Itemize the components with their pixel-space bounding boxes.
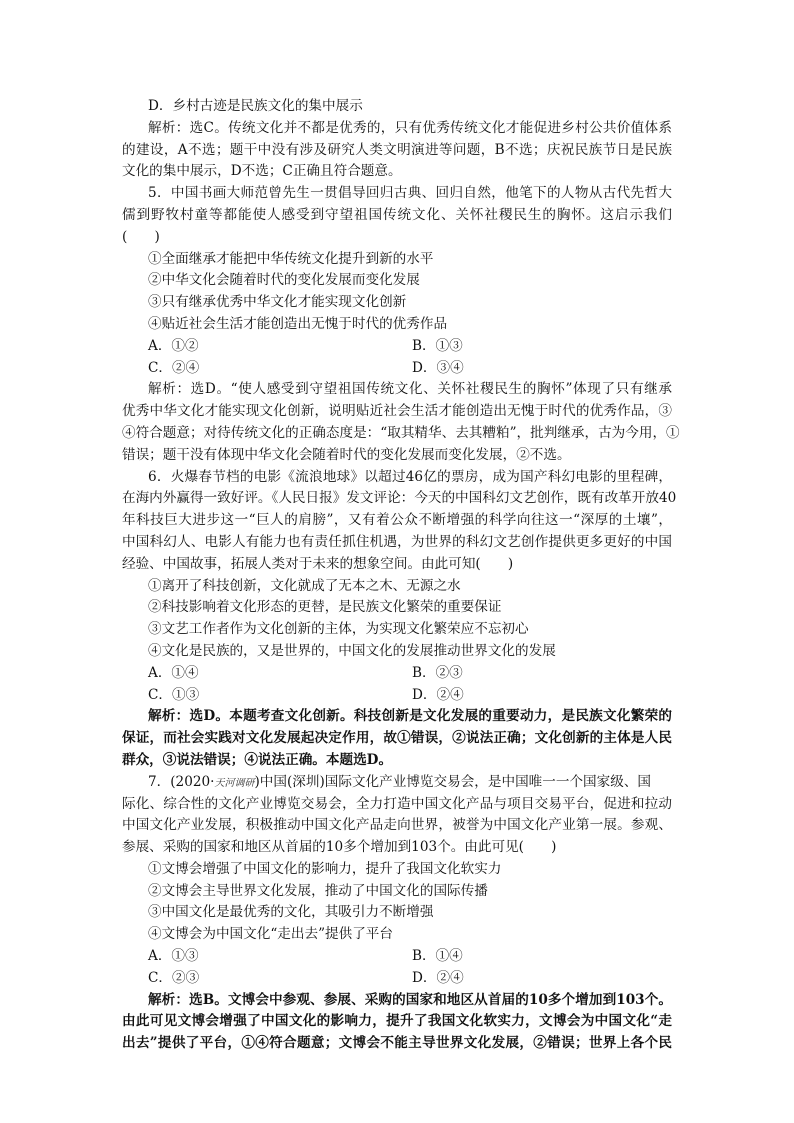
explanation-line: ④符合题意；对待传统文化的正确态度是：“取其精华、去其糟粕”，批判继承，古为今用，① <box>122 424 680 441</box>
question-6-stem: 在海内外赢得一致好评。《人民日报》发文评论：今天的中国科幻文艺创作，既有改革开放40 <box>122 490 677 507</box>
answer-options-row <box>122 336 672 358</box>
explanation-line: 群众，③说法错误；④说法正确。本题选D。 <box>122 751 393 768</box>
explanation-line: 由此可见文博会增强了中国文化的影响力，提升了我国文化软实力，文博会为中国文化“走 <box>122 1013 672 1030</box>
explanation-line: 解析：选B。文博会中参观、参展、采购的国家和地区从首届的10多个增加到103个。 <box>148 991 672 1008</box>
statement-line: ②中华文化会随着时代的变化发展而变化发展 <box>148 272 420 289</box>
answer-options-row <box>122 685 672 707</box>
option-b: B．②③ <box>412 664 463 681</box>
question-6-stem: 经验、中国故事，拓展人类对于未来的想象空间。由此可知( ) <box>122 555 514 572</box>
question-7-stem: 中国文化产业发展，积极推动中国文化产品走向世界，被誉为中国文化产业第一展。参观、 <box>122 817 672 834</box>
option-line: D．乡村古迹是民族文化的集中展示 <box>148 98 363 114</box>
question-7-stem <box>122 772 672 794</box>
answer-options-row <box>122 663 672 685</box>
option-d: D．②④ <box>412 686 464 703</box>
option-c: C．②④ <box>148 359 200 376</box>
statement-line: ①全面继承才能把中华传统文化提升到新的水平 <box>148 250 434 267</box>
statement-line: ①文博会增强了中国文化的影响力，提升了我国文化软实力 <box>148 860 502 877</box>
answer-options-row <box>122 968 672 990</box>
question-6-stem: 年科技巨大进步这一“巨人的肩膀”，又有着公众不断增强的科学向往这一“深厚的土壤”， <box>122 512 672 529</box>
option-d: D．②④ <box>412 969 464 986</box>
option-d: D．③④ <box>412 359 464 376</box>
option-b: B．①④ <box>412 948 463 965</box>
explanation-line: 解析：选D。“使人感受到守望祖国传统文化、关怀社稷民生的胸怀”体现了只有继承 <box>148 381 672 398</box>
option-a: A．①③ <box>148 948 199 965</box>
statement-line: ①离开了科技创新，文化就成了无本之木、无源之水 <box>148 577 461 594</box>
question-5-stem: 儒到野牧村童等都能使人感受到守望祖国传统文化、关怀社稷民生的胸怀。这启示我们 <box>122 206 672 223</box>
explanation-line: 保证，而社会实践对文化发展起决定作用，故①错误，②说法正确；文化创新的主体是人民 <box>122 730 672 747</box>
statement-line: ④贴近社会生活才能创造出无愧于时代的优秀作品 <box>148 315 448 332</box>
explanation-line: 解析：选C。传统文化并不都是优秀的，只有优秀传统文化才能促进乡村公共价值体系 <box>148 119 672 136</box>
question-5-stem: 5．中国书画大师范曾先生一贯倡导回归古典、回归自然，他笔下的人物从古代先哲大 <box>148 185 672 202</box>
statement-line: ④文博会为中国文化“走出去”提供了平台 <box>148 926 393 943</box>
option-b: B．①③ <box>412 337 463 354</box>
question-7-stem: 参展、采购的国家和地区从首届的10多个增加到103个。由此可见( ) <box>122 839 557 856</box>
option-a: A．①② <box>148 337 199 354</box>
answer-options-row <box>122 946 672 968</box>
explanation-line: 文化的集中展示，D不选；C正确且符合题意。 <box>122 163 402 180</box>
statement-line: ④文化是民族的，又是世界的，中国文化的发展推动世界文化的发展 <box>148 642 556 659</box>
statement-line: ③文艺工作者作为文化创新的主体，为实现文化繁荣应不忘初心 <box>148 621 529 638</box>
question-7-stem: 际化、综合性的文化产业博览交易会，全力打造中国文化产品与项目交易平台，促进和拉动 <box>122 795 672 812</box>
explanation-line: 的建设，A不选；题干中没有涉及研究人类文明演进等问题，B不选；庆祝民族节日是民族 <box>122 141 672 158</box>
question-6-stem: 中国科幻人、电影人有能力也有责任抓住机遇，为世界的科幻文艺创作提供更多更好的中国 <box>122 533 672 550</box>
question-6-stem: 6．火爆春节档的电影《流浪地球》以超过46亿的票房，成为国产科幻电影的里程碑， <box>148 468 672 485</box>
explanation-line: 优秀中华文化才能实现文化创新，说明贴近社会生活才能创造出无愧于时代的优秀作品，③ <box>122 403 672 420</box>
option-c: C．②③ <box>148 969 200 986</box>
option-a: A．①④ <box>148 664 199 681</box>
statement-line: ③只有继承优秀中华文化才能实现文化创新 <box>148 294 407 311</box>
source-stamp: 天河调研 <box>214 777 255 789</box>
question-7-text: )中国(深圳)国际文化产业博览交易会，是中国唯一一个国家级、国 <box>254 773 652 790</box>
statement-line: ②文博会主导世界文化发展，推动了中国文化的国际传播 <box>148 882 488 899</box>
explanation-line: 解析：选D。本题考查文化创新。科技创新是文化发展的重要动力，是民族文化繁荣的 <box>148 708 672 725</box>
statement-line: ③中国文化是最优秀的文化，其吸引力不断增强 <box>148 904 434 921</box>
option-c: C．①③ <box>148 686 200 703</box>
document-body <box>122 96 680 1055</box>
question-7-number: 7．(2020· <box>148 773 215 790</box>
question-5-stem: ( ) <box>122 228 160 245</box>
explanation-line: 出去”提供了平台，①④符合题意；文博会不能主导世界文化发展，②错误；世界上各个民 <box>122 1035 672 1052</box>
answer-options-row <box>122 358 672 380</box>
explanation-line: 错误；题干没有体现中华文化会随着时代的变化发展而变化发展，②不选。 <box>122 446 571 463</box>
statement-line: ②科技影响着文化形态的更替，是民族文化繁荣的重要保证 <box>148 599 502 616</box>
